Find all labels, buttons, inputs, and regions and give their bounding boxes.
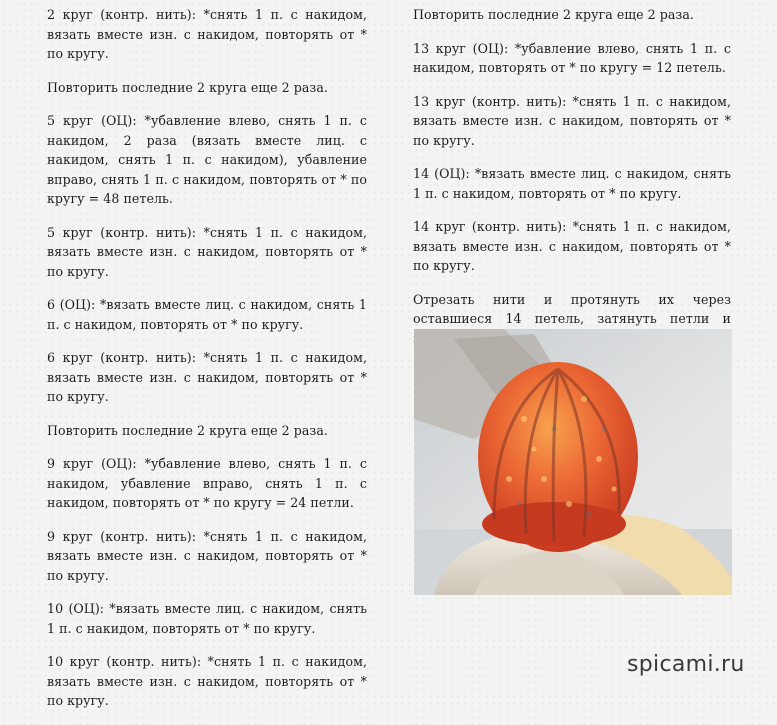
instruction-paragraph: Повторить последние 2 круга еще 2 раза. (47, 422, 328, 438)
instruction-paragraph: Повторить последние 2 круга еще 2 раза. (47, 79, 328, 95)
instruction-paragraph: 6 (ОЦ): *вязать вместе лиц. с накидом, снять 1 п. с накидом, повторять от * по кругу. (47, 297, 367, 332)
instruction-paragraph: 10 круг (контр. нить): *снять 1 п. с накидом, вязать вместе изн. с накидом, повторять от * по кругу. (47, 654, 367, 708)
watermark-text: spicami.ru (627, 652, 745, 677)
instruction-paragraph: Повторить последние 2 круга еще 2 раза. (413, 7, 694, 22)
instruction-paragraph: 9 круг (ОЦ): *убавление влево, снять 1 п. с накидом, убавление вправо, снять 1 п. с накидом, повторять от * по кругу = 24 петли. (47, 456, 367, 510)
instruction-paragraph: 13 круг (ОЦ): *убавление влево, снять 1 п. с накидом, повторять от * по кругу = 12 петель. (413, 40, 731, 75)
instruction-paragraph: 2 круг (контр. нить): *снять 1 п. с накидом, вязать вместе изн. с накидом, повторять от * по кругу. (47, 7, 367, 61)
knitted-hat-photo (414, 329, 732, 595)
right-text-column (413, 5, 731, 362)
instruction-paragraph: 6 круг (контр. нить): *снять 1 п. с накидом, вязать вместе изн. с накидом, повторять от * по кругу. (47, 350, 367, 404)
instruction-paragraph: 14 (ОЦ): *вязать вместе лиц. с накидом, снять 1 п. с накидом, повторять от * по кругу. (413, 166, 731, 201)
instruction-paragraph: 9 круг (контр. нить): *снять 1 п. с накидом, вязать вместе изн. с накидом, повторять от * по кругу. (47, 528, 367, 583)
instruction-paragraph: 5 круг (ОЦ): *убавление влево, снять 1 п. с накидом, 2 раза (вязать вместе лиц. с накидом, снять 1 п. с накидом), убавление вправо, снять 1 п. с накидом, повторять от * по кругу = 48 петель. (47, 113, 367, 206)
instruction-paragraph: 13 круг (контр. нить): *снять 1 п. с накидом, вязать вместе изн. с накидом, повторять от * по кругу. (413, 93, 731, 148)
instruction-paragraph: 14 круг (контр. нить): *снять 1 п. с накидом, вязать вместе изн. с накидом, повторять от * по кругу. (413, 219, 731, 273)
instruction-paragraph: 5 круг (контр. нить): *снять 1 п. с накидом, вязать вместе изн. с накидом, повторять от * по кругу. (47, 224, 367, 279)
left-text-column (47, 5, 367, 725)
instruction-paragraph: Отрезать нити и протянуть их через оставшиеся 14 петель, затянуть петли и (413, 291, 731, 326)
instruction-paragraph: 10 (ОЦ): *вязать вместе лиц. с накидом, снять 1 п. с накидом, повторять от * по кругу. (47, 601, 367, 636)
